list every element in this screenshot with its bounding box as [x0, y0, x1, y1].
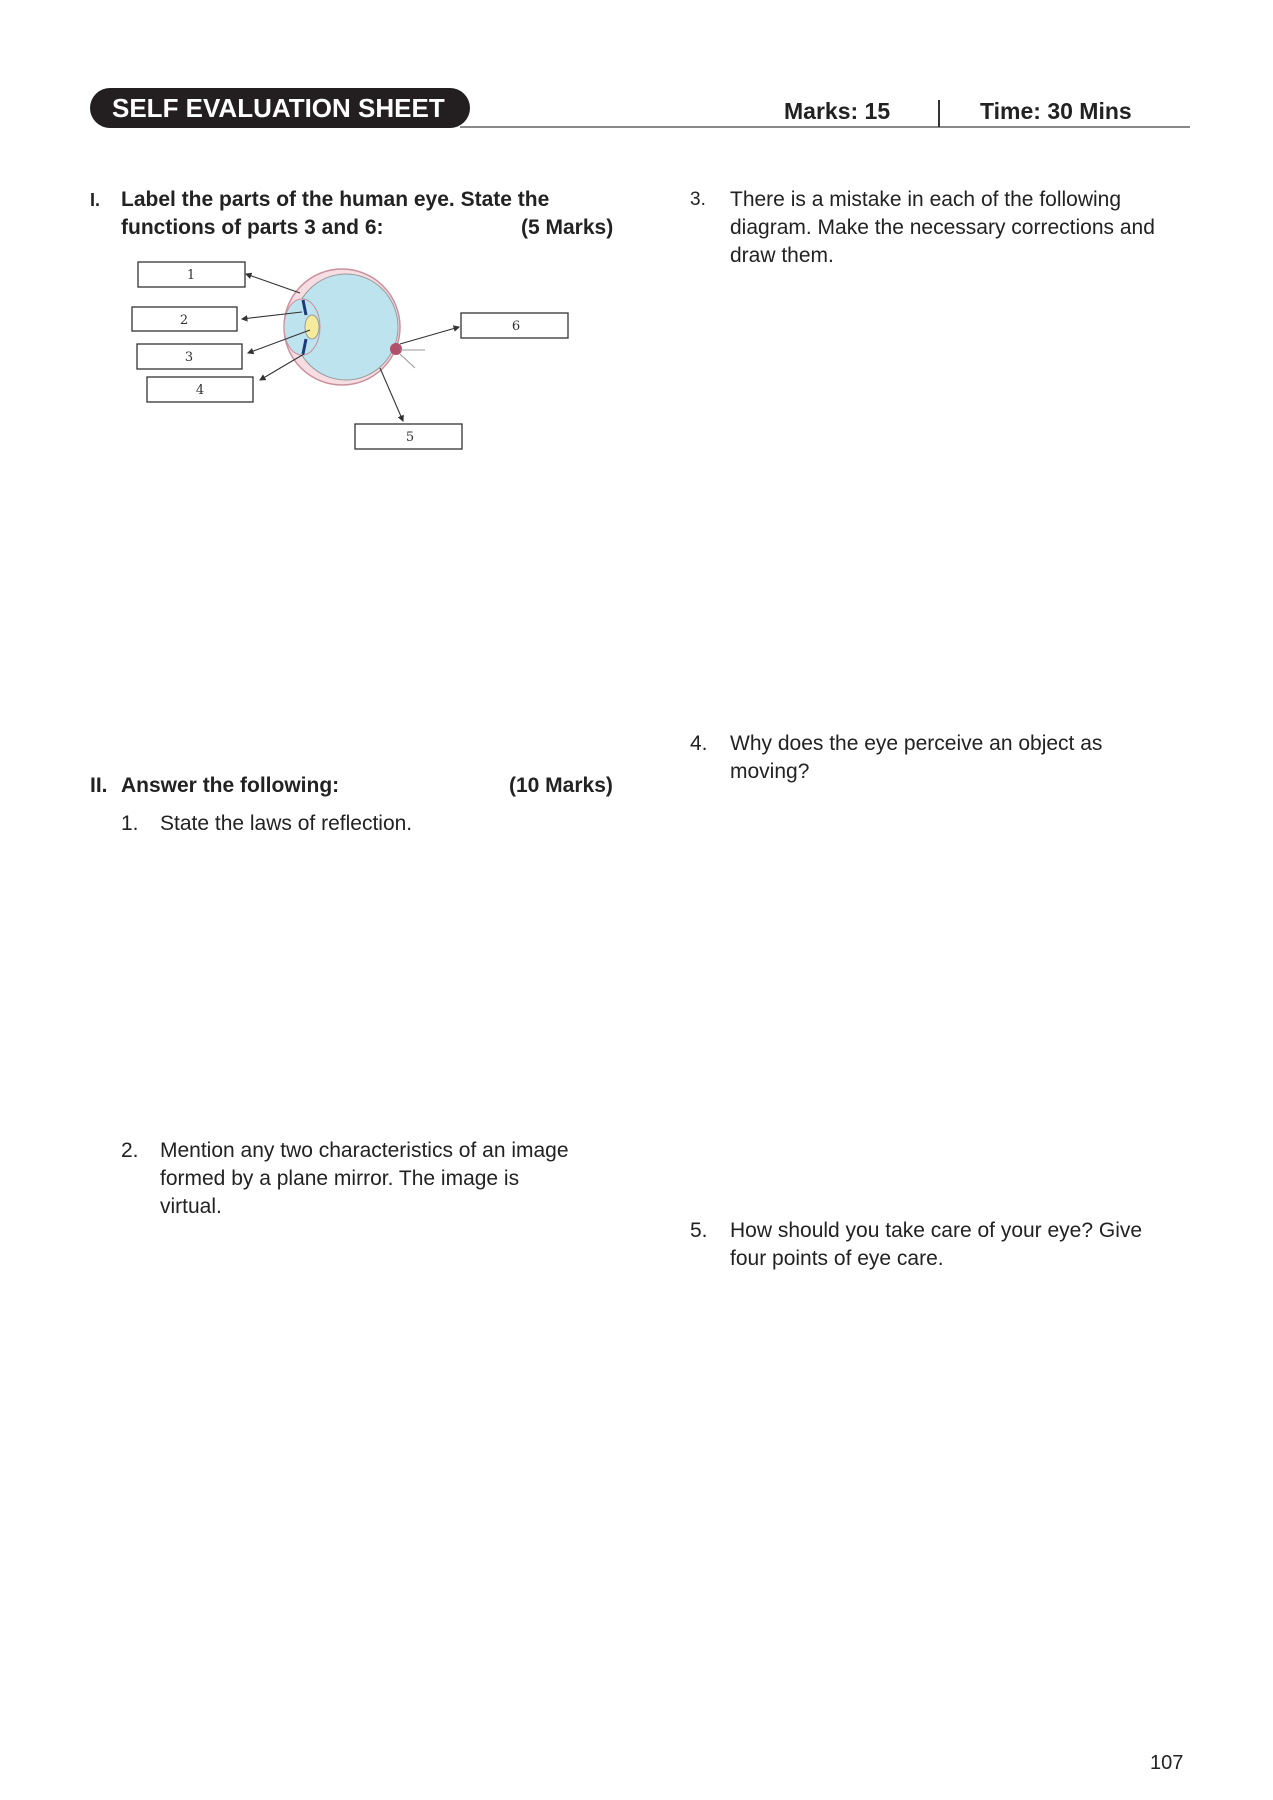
q1-number: 1.	[121, 812, 139, 835]
header-divider	[938, 100, 940, 127]
q3-line3: draw them.	[730, 244, 834, 267]
label-1: 1	[186, 268, 196, 283]
lens	[305, 315, 319, 339]
marks-label: Marks: 15	[784, 98, 891, 124]
page-number: 107	[1150, 1752, 1184, 1774]
q2-line3: virtual.	[160, 1195, 222, 1218]
label-5: 5	[405, 430, 415, 445]
q5-line2: four points of eye care.	[730, 1247, 944, 1270]
q3-line2: diagram. Make the necessary corrections and	[730, 216, 1155, 239]
label-3: 3	[184, 350, 194, 365]
q4-line2: moving?	[730, 760, 810, 783]
q3-line1: There is a mistake in each of the following	[730, 188, 1122, 211]
time-label: Time: 30 Mins	[980, 98, 1132, 124]
optic-disc	[390, 343, 402, 355]
sheet-title: SELF EVALUATION SHEET	[90, 88, 470, 128]
section1-line2: functions of parts 3 and 6:	[121, 216, 384, 239]
q2-number: 2.	[121, 1139, 139, 1162]
human-eye-diagram	[120, 250, 600, 460]
section1-number: I.	[90, 190, 101, 210]
q5-line1: How should you take care of your eye? Give	[730, 1219, 1143, 1242]
q4-line1: Why does the eye perceive an object as	[730, 732, 1103, 755]
section1-marks: (5 Marks)	[521, 216, 614, 239]
section2-number: II.	[90, 774, 108, 797]
q2-line1: Mention any two characteristics of an image	[160, 1139, 569, 1162]
label-6: 6	[511, 319, 521, 334]
q1-text: State the laws of reflection.	[160, 812, 413, 835]
q4-number: 4.	[690, 732, 708, 755]
optic-nerve	[400, 350, 425, 368]
section1-line1: Label the parts of the human eye. State the	[121, 188, 550, 211]
q2-line2: formed by a plane mirror. The image is	[160, 1167, 520, 1190]
q3-number: 3.	[690, 189, 706, 210]
section2-title: Answer the following:	[121, 774, 340, 797]
label-4: 4	[195, 383, 205, 398]
label-2: 2	[179, 313, 189, 328]
header-rule	[460, 126, 1190, 128]
section2-marks: (10 Marks)	[509, 774, 613, 797]
q5-number: 5.	[690, 1219, 708, 1242]
